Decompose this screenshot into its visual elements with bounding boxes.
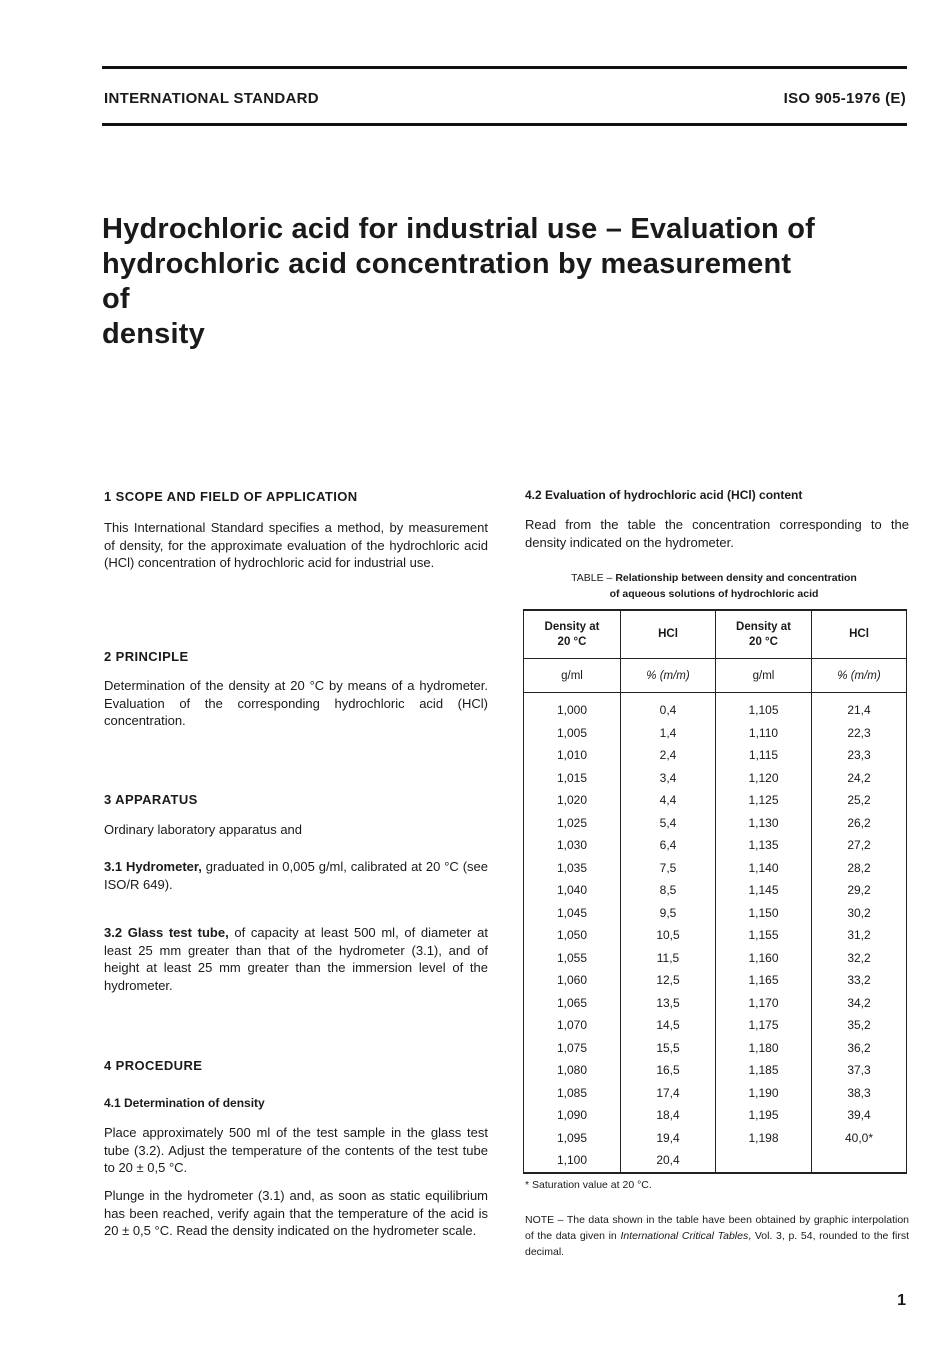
title-line-2: hydrochloric acid concentration by measurement of bbox=[102, 248, 792, 315]
table-cell: 1,095 bbox=[524, 1127, 621, 1150]
section-4-2-text: Read from the table the concentration corresponding to the density indicated on the hydrometer. bbox=[525, 517, 909, 550]
table-cell: 1,195 bbox=[716, 1104, 812, 1127]
table-cell: 1,130 bbox=[716, 812, 812, 835]
section-4-1-text-1: Place approximately 500 ml of the test sample in the glass test tube (3.2). Adjust the temperature of the contents of the test tube to 20 ± 0,5 °C. bbox=[104, 1125, 488, 1175]
table-cell: 14,5 bbox=[621, 1014, 716, 1037]
table-cell: 32,2 bbox=[812, 947, 907, 970]
table-cell: 23,3 bbox=[812, 744, 907, 767]
table-caption-prefix: TABLE – bbox=[571, 572, 616, 584]
section-3-heading: 3 APPARATUS bbox=[104, 792, 198, 807]
table-caption-title-2: of aqueous solutions of hydrochloric acid bbox=[609, 588, 819, 600]
table-cell: 1,040 bbox=[524, 879, 621, 902]
table-cell: 20,4 bbox=[621, 1149, 716, 1173]
table-cell: 27,2 bbox=[812, 834, 907, 857]
section-3-2-text: of capacity at least 500 ml, of diameter at least 25 mm greater than that of the hydrometer (3.1), and of height at least 25 mm greater than the immersion level of the hydrometer. bbox=[104, 925, 488, 993]
table-cell: 25,2 bbox=[812, 789, 907, 812]
table-cell: 1,085 bbox=[524, 1082, 621, 1105]
table-cell: 21,4 bbox=[812, 693, 907, 722]
table-cell: 1,110 bbox=[716, 722, 812, 745]
table-header-hcl-2: HCl bbox=[812, 610, 907, 659]
title-line-1: Hydrochloric acid for industrial use – Evaluation of bbox=[102, 213, 815, 245]
table-cell: 30,2 bbox=[812, 902, 907, 925]
section-4-2-heading: 4.2 Evaluation of hydrochloric acid (HCl) content bbox=[525, 488, 803, 502]
unit-cell: % (m/m) bbox=[812, 659, 907, 693]
table-cell: 33,2 bbox=[812, 969, 907, 992]
section-4-1-text-2: Plunge in the hydrometer (3.1) and, as soon as static equilibrium has been reached, verify again that the temperature of the acid is 20 ± 0,5 °C. Read the density indicated on the hydrometer scale. bbox=[104, 1188, 488, 1238]
section-2-heading: 2 PRINCIPLE bbox=[104, 649, 189, 664]
table-cell: 1,100 bbox=[524, 1149, 621, 1173]
table-cell: 1,140 bbox=[716, 857, 812, 880]
note-text: NOTE – The data shown in the table have been obtained by graphic interpolation of the data given in bbox=[525, 1214, 909, 1242]
table-cell: 31,2 bbox=[812, 924, 907, 947]
table-footnote: * Saturation value at 20 °C. bbox=[525, 1179, 652, 1191]
table-row bbox=[524, 767, 907, 790]
unit-cell: g/ml bbox=[524, 659, 621, 693]
table-cell: 1,185 bbox=[716, 1059, 812, 1082]
table-header-hcl-1: HCl bbox=[621, 610, 716, 659]
table-cell: 35,2 bbox=[812, 1014, 907, 1037]
table-cell: 1,075 bbox=[524, 1037, 621, 1060]
table-cell: 1,155 bbox=[716, 924, 812, 947]
section-3-1 bbox=[104, 858, 488, 893]
table-cell: 1,198 bbox=[716, 1127, 812, 1150]
table-row bbox=[524, 744, 907, 767]
table-cell bbox=[812, 1149, 907, 1173]
table-caption bbox=[525, 570, 903, 602]
table-cell: 36,2 bbox=[812, 1037, 907, 1060]
table-cell: 1,080 bbox=[524, 1059, 621, 1082]
table-cell: 1,145 bbox=[716, 879, 812, 902]
section-3-2-label: 3.2 Glass test tube, bbox=[104, 925, 229, 940]
table-cell: 1,175 bbox=[716, 1014, 812, 1037]
table-cell: 39,4 bbox=[812, 1104, 907, 1127]
table-row bbox=[524, 789, 907, 812]
table-cell: 1,150 bbox=[716, 902, 812, 925]
table-cell: 3,4 bbox=[621, 767, 716, 790]
table-header-density-2: Density at 20 °C bbox=[716, 610, 812, 659]
table-row bbox=[524, 1127, 907, 1150]
table-cell: 1,4 bbox=[621, 722, 716, 745]
table-row bbox=[524, 902, 907, 925]
table-cell: 24,2 bbox=[812, 767, 907, 790]
table-cell: 15,5 bbox=[621, 1037, 716, 1060]
table-cell: 17,4 bbox=[621, 1082, 716, 1105]
top-rule bbox=[102, 66, 907, 69]
table-cell: 1,010 bbox=[524, 744, 621, 767]
section-4-heading: 4 PROCEDURE bbox=[104, 1058, 203, 1073]
table-cell: 29,2 bbox=[812, 879, 907, 902]
table-cell: 38,3 bbox=[812, 1082, 907, 1105]
table-cell: 0,4 bbox=[621, 693, 716, 722]
table-caption-line-1 bbox=[525, 570, 903, 586]
unit-cell: % (m/m) bbox=[621, 659, 716, 693]
table-cell: 34,2 bbox=[812, 992, 907, 1015]
table-row bbox=[524, 1014, 907, 1037]
table-cell: 1,125 bbox=[716, 789, 812, 812]
header-standard-number: ISO 905-1976 (E) bbox=[783, 90, 906, 107]
table-row bbox=[524, 693, 907, 722]
table-cell: 7,5 bbox=[621, 857, 716, 880]
table-cell: 1,090 bbox=[524, 1104, 621, 1127]
page-number: 1 bbox=[897, 1292, 906, 1309]
table-cell: 2,4 bbox=[621, 744, 716, 767]
table-cell: 1,020 bbox=[524, 789, 621, 812]
table-cell: 19,4 bbox=[621, 1127, 716, 1150]
table-cell: 1,170 bbox=[716, 992, 812, 1015]
table-cell: 10,5 bbox=[621, 924, 716, 947]
table-cell: 1,025 bbox=[524, 812, 621, 835]
table-cell: 8,5 bbox=[621, 879, 716, 902]
table-cell: 26,2 bbox=[812, 812, 907, 835]
table-row bbox=[524, 1104, 907, 1127]
table-cell: 1,055 bbox=[524, 947, 621, 970]
document-title bbox=[102, 212, 822, 352]
table-cell: 40,0* bbox=[812, 1127, 907, 1150]
header-standard-type: INTERNATIONAL STANDARD bbox=[104, 90, 319, 107]
table-row bbox=[524, 947, 907, 970]
table-row bbox=[524, 1059, 907, 1082]
table-cell: 1,050 bbox=[524, 924, 621, 947]
section-2-text: Determination of the density at 20 °C by means of a hydrometer. Evaluation of the corresponding hydrochloric acid (HCl) concentration. bbox=[104, 678, 488, 728]
table-cell: 1,070 bbox=[524, 1014, 621, 1037]
section-1-heading: 1 SCOPE AND FIELD OF APPLICATION bbox=[104, 489, 358, 504]
section-4-1-heading: 4.1 Determination of density bbox=[104, 1096, 265, 1110]
section-3-2 bbox=[104, 924, 488, 994]
note-text-end: , Vol. 3, p. 54, rounded to the first decimal. bbox=[525, 1230, 909, 1258]
table-cell bbox=[716, 1149, 812, 1173]
table-cell: 6,4 bbox=[621, 834, 716, 857]
table-note bbox=[525, 1212, 909, 1260]
table-cell: 13,5 bbox=[621, 992, 716, 1015]
table-cell: 18,4 bbox=[621, 1104, 716, 1127]
table-cell: 1,030 bbox=[524, 834, 621, 857]
table-cell: 1,165 bbox=[716, 969, 812, 992]
table-row bbox=[524, 1037, 907, 1060]
table-cell: 1,105 bbox=[716, 693, 812, 722]
section-3-text: Ordinary laboratory apparatus and bbox=[104, 822, 303, 837]
table-cell: 1,035 bbox=[524, 857, 621, 880]
table-cell: 1,115 bbox=[716, 744, 812, 767]
table-cell: 16,5 bbox=[621, 1059, 716, 1082]
table-cell: 4,4 bbox=[621, 789, 716, 812]
table-cell: 1,045 bbox=[524, 902, 621, 925]
table-cell: 37,3 bbox=[812, 1059, 907, 1082]
table-cell: 1,190 bbox=[716, 1082, 812, 1105]
section-3-1-text: graduated in 0,005 g/ml, calibrated at 20 °C (see ISO/R 649). bbox=[104, 859, 488, 892]
table-cell: 1,060 bbox=[524, 969, 621, 992]
note-reference: International Critical Tables bbox=[620, 1230, 749, 1242]
table-row bbox=[524, 1082, 907, 1105]
header-rule bbox=[102, 123, 907, 126]
table-row bbox=[524, 857, 907, 880]
table-row bbox=[524, 879, 907, 902]
table-row bbox=[524, 722, 907, 745]
table-row bbox=[524, 834, 907, 857]
unit-cell: g/ml bbox=[716, 659, 812, 693]
table-cell: 1,005 bbox=[524, 722, 621, 745]
table-cell: 1,015 bbox=[524, 767, 621, 790]
table-cell: 1,000 bbox=[524, 693, 621, 722]
table-cell: 9,5 bbox=[621, 902, 716, 925]
table-cell: 1,160 bbox=[716, 947, 812, 970]
table-cell: 1,135 bbox=[716, 834, 812, 857]
section-1-text: This International Standard specifies a method, by measurement of density, for the approximate evaluation of the hydrochloric acid (HCl) concentration of hydrochloric acid for industrial use. bbox=[104, 520, 488, 570]
table-row bbox=[524, 992, 907, 1015]
table-cell: 1,180 bbox=[716, 1037, 812, 1060]
table-row bbox=[524, 1149, 907, 1173]
table-caption-title-1: Relationship between density and concentration bbox=[615, 572, 857, 584]
table-units-row bbox=[524, 659, 907, 693]
table-cell: 28,2 bbox=[812, 857, 907, 880]
section-3-1-label: 3.1 Hydrometer, bbox=[104, 859, 202, 874]
table-cell: 11,5 bbox=[621, 947, 716, 970]
table-cell: 12,5 bbox=[621, 969, 716, 992]
table-header-density-1: Density at 20 °C bbox=[524, 610, 621, 659]
table-cell: 1,065 bbox=[524, 992, 621, 1015]
table-cell: 5,4 bbox=[621, 812, 716, 835]
table-cell: 1,120 bbox=[716, 767, 812, 790]
density-concentration-table bbox=[523, 609, 907, 1174]
title-line-3: density bbox=[102, 318, 205, 350]
table-row bbox=[524, 924, 907, 947]
table-cell: 22,3 bbox=[812, 722, 907, 745]
table-header-row bbox=[524, 610, 907, 659]
table-row bbox=[524, 969, 907, 992]
table-row bbox=[524, 812, 907, 835]
